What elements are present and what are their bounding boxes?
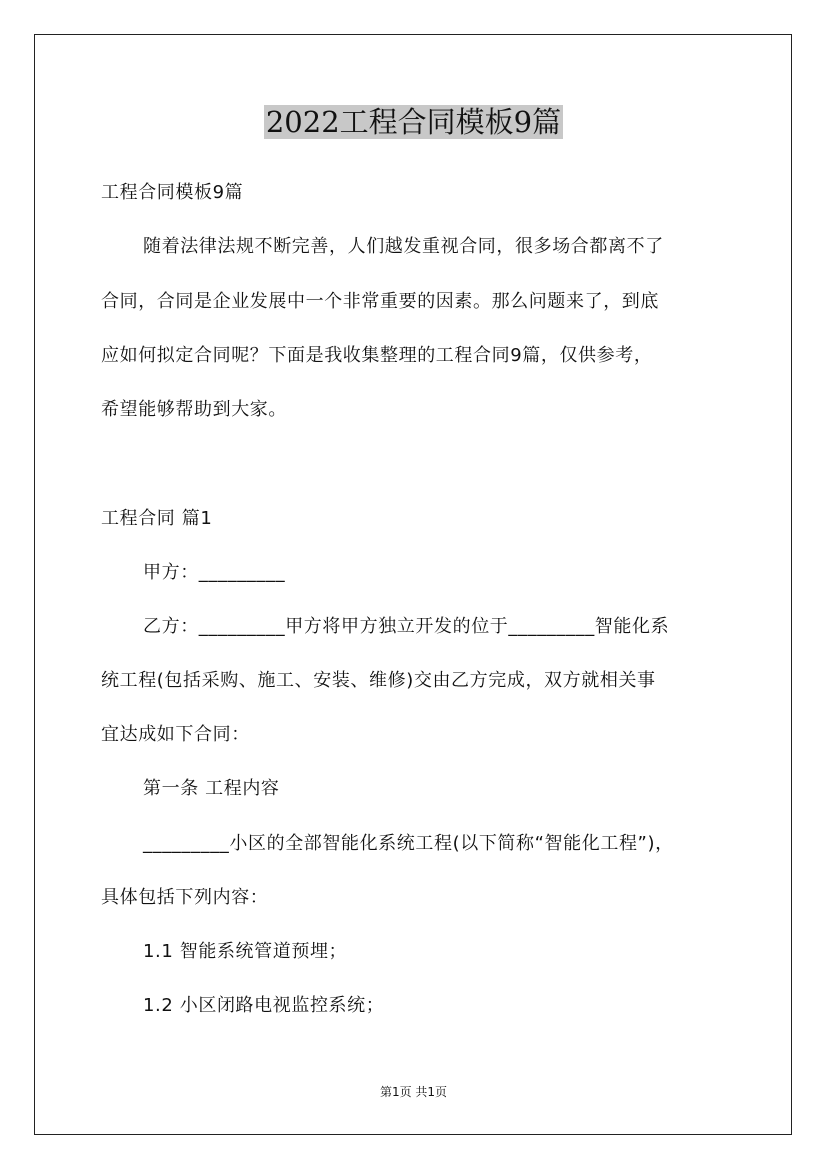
section-heading: 工程合同 篇1 <box>101 508 213 529</box>
list-item: 1.2 小区闭路电视监控系统； <box>143 995 385 1016</box>
paragraph-line: 具体包括下列内容： <box>101 887 269 908</box>
paragraph-line: 应如何拟定合同呢？下面是我收集整理的工程合同9篇，仅供参考， <box>101 345 653 366</box>
document-title: 2022工程合同模板9篇 <box>265 105 562 139</box>
document-title-wrap <box>0 101 827 143</box>
doc-subtitle: 工程合同模板9篇 <box>101 182 244 203</box>
list-item: 1.1 智能系统管道预埋； <box>143 941 348 962</box>
paragraph-line: 希望能够帮助到大家。 <box>101 399 287 420</box>
party-a-line: 甲方：_________ <box>143 562 286 583</box>
paragraph-line: 随着法律法规不断完善，人们越发重视合同，很多场合都离不了 <box>143 236 664 257</box>
article-heading: 第一条 工程内容 <box>143 778 280 799</box>
paragraph-line: 统工程(包括采购、施工、安装、维修)交由乙方完成，双方就相关事 <box>101 670 656 691</box>
paragraph-line: 合同，合同是企业发展中一个非常重要的因素。那么问题来了，到底 <box>101 291 659 312</box>
page-footer: 第1页 共1页 <box>379 1085 448 1099</box>
paragraph-line: _________小区的全部智能化系统工程(以下简称“智能化工程”)， <box>143 833 674 854</box>
party-b-line: 乙方：_________甲方将甲方独立开发的位于_________智能化系 <box>143 616 670 637</box>
paragraph-line: 宜达成如下合同： <box>101 724 250 745</box>
